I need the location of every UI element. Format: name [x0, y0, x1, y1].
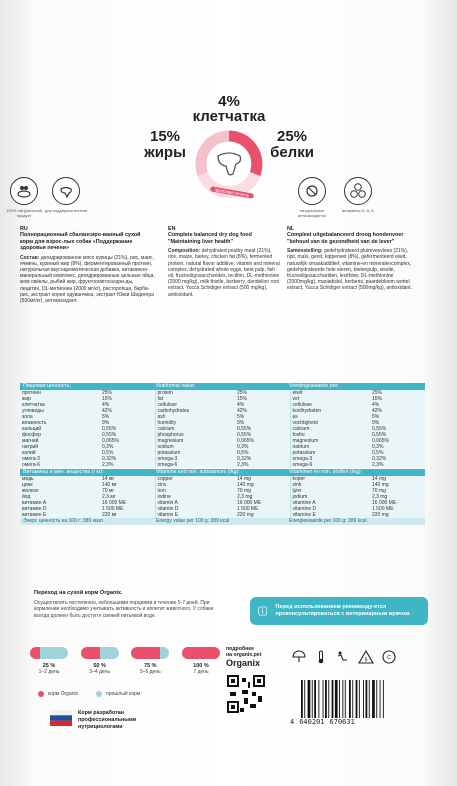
energy-ru: Энерг. ценность на 100 г: 389 ккал [23, 518, 103, 524]
pill-new-fill [182, 647, 220, 659]
barcode-bar [380, 680, 381, 718]
vitamins-cell: vitamine A [290, 500, 370, 506]
svg-text:C: C [387, 655, 391, 661]
vitamins-cell: zinc [155, 482, 235, 488]
vitamins-cell: 16 000 ME [372, 500, 397, 506]
step-days: 7 день [193, 669, 209, 675]
energy-nl: Energiewaarde per 100 g: 389 kcal [289, 518, 367, 524]
nutrition-cell: зола [22, 414, 33, 420]
barcode-bar [332, 680, 334, 718]
barcode-bar [323, 680, 324, 718]
en-composition: dehydrated poultry meat (21%), rice, maize, barley, chicken fat (8%), fermented protein, natural flavor additive, vitamin and mineral complex, dehydrated whole eggs, beet pulp, fish oil, fructooligosaccharides, lecithin, DL-methionine (2000 mg/kg), milk thistle, berberry, dandelion root extract, Yucca Schidiger extract (500 mg/kg), antioxidant. [168, 248, 280, 298]
nl-title: Compleet uitgebalanceerd droog hondenvoer "behoud van de gezondheid van de lever" [287, 232, 404, 245]
nutrition-cell: 0,32% [237, 456, 252, 462]
nutrition-cell: натрий [22, 444, 39, 450]
nl-comp-label: Samenstelling: [287, 248, 323, 255]
vitamins-cell: 14 mg [372, 476, 386, 482]
vitamins-cell: 2,3 mg [372, 494, 388, 500]
barcode-bar [308, 680, 311, 718]
vitamins-cell: vitamin A [155, 500, 235, 506]
nutrition-cell: cellulose [290, 402, 370, 408]
vitamins-cell: 140 mg [372, 482, 389, 488]
nutrition-cell: калий [22, 450, 36, 456]
nutrition-cell: жир [22, 396, 31, 402]
vitamins-header-en: Vitamins and min. substances (/kg): [156, 469, 240, 475]
barcode-bar [356, 680, 358, 718]
vitamins-cell: 14 mg [237, 476, 251, 482]
barcode-bar [325, 680, 327, 718]
nutrition-cell: humidity [155, 420, 235, 426]
vitamins-cell: ijzer [290, 488, 370, 494]
vitamins-cell: 2,3 mg [237, 494, 253, 500]
nutrition-cell: углеводы [22, 408, 44, 414]
nutrition-cell: as [290, 414, 370, 420]
energy-en: Energy value per 100 g: 389 kcal [156, 518, 230, 524]
legend-new-swatch [38, 691, 44, 697]
pill-old-fill [160, 647, 170, 659]
pill-new-fill [131, 647, 160, 659]
fat-value: 15% [149, 128, 181, 145]
vitamins-cell: 220 mg [372, 512, 389, 518]
nutrition-cell: 9% [372, 420, 380, 426]
barcode-bar [328, 680, 329, 718]
ru-title: Полнорационный сбалансиро-ванный сухой корм для взрос-лых собак «Поддержание здоровья печени» [20, 232, 141, 252]
nutrition-cell: 0,5% [237, 450, 249, 456]
vitamins-cell: 16 000 МЕ [102, 500, 127, 506]
barcode-bar [335, 680, 338, 718]
nutrition-cell: 0,55% [372, 426, 387, 432]
nutrition-cell: calcium [155, 426, 235, 432]
en-column [168, 226, 280, 298]
transition-legend [38, 691, 140, 697]
nutrition-cell: 15% [102, 396, 113, 402]
barcode-icon [297, 680, 397, 722]
nutrition-header-ru: Пищевая ценность: [23, 383, 72, 389]
vitamins-cell: copper [155, 476, 235, 482]
barcode-digits [290, 718, 400, 726]
nutrition-cell: 4% [372, 402, 380, 408]
nutrition-cell: omega-6 [155, 462, 235, 468]
barcode-bar [314, 680, 316, 718]
nutrition-cell: 42% [237, 408, 248, 414]
icon-caption: для поддержки печени [44, 208, 88, 213]
nutrition-cell: 0,32% [372, 456, 387, 462]
vitamins-cell: vitamin E [155, 512, 235, 518]
transition-steps [30, 647, 220, 675]
thermometer-icon [314, 650, 328, 664]
vitamins-cell: koper [290, 476, 370, 482]
dispose-bin-icon [336, 650, 350, 664]
barcode-bar [369, 680, 370, 718]
nutrition-header-en: Nutritional value: [156, 383, 196, 389]
fiber-label: клетчатка [192, 108, 266, 125]
transition-pill [182, 647, 220, 659]
nutrition-cell: 0,55% [372, 432, 387, 438]
vitamins-cell: zink [290, 482, 370, 488]
nutrition-cell: ash [155, 414, 235, 420]
barcode-first: 4 [290, 718, 295, 726]
vitamins-cell: 1 500 МЕ [102, 506, 124, 512]
nutrition-cell: 0,55% [102, 432, 117, 438]
barcode-bar [339, 680, 340, 718]
nutrition-cell: calcium [290, 426, 370, 432]
dog-bowl-icon [10, 177, 38, 205]
legend-new-label: корм Organix [48, 691, 79, 697]
more-line1: подробнее [226, 646, 254, 652]
nutrition-cell: 25% [237, 390, 248, 396]
qr-code-icon[interactable] [226, 674, 266, 714]
nutrition-cell: 0,3% [237, 444, 249, 450]
vitamins-cell: 140 мг [102, 482, 117, 488]
nutrition-cell: 0,065% [372, 438, 389, 444]
nutrition-cell: sodium [155, 444, 235, 450]
vitamins-cell: 220 mg [237, 512, 254, 518]
nutrition-cell: 2,3% [372, 462, 384, 468]
pill-new-fill [30, 647, 40, 659]
vitamins-cell: vitamin D [155, 506, 235, 512]
barcode-bar [312, 680, 313, 718]
ru-composition: дегидрированное мясо курицы (21%), рис, маис, ячмень, куриный жир (8%), ферментированный протеин, натуральная вкусоароматическая добавка, витаминно-минеральный комплекс, дегидрированные цельные яйца, жом свёклы, рыбий жир, фруктоолигосахари-ды, лецитин, DL-метионин (2000 мг/кг), расторопша, барба-рис, экстракт корня одуванчика, экстракт Юкки Шидигера (500мг/кг), антиоксидант. [20, 254, 155, 305]
nutrition-cell: 0,065% [102, 438, 119, 444]
nutrition-cell: 42% [372, 408, 383, 414]
transition-pill [81, 647, 119, 659]
nutrition-cell: кальций [22, 426, 42, 432]
step-percent: 50 % [93, 663, 106, 669]
energy-row [20, 518, 425, 525]
fat-label: жиры [144, 144, 186, 161]
vitamins-cell: 140 mg [237, 482, 254, 488]
icon-caption: витамины D, A, E [342, 208, 374, 213]
svg-text:5: 5 [364, 657, 368, 664]
barcode-group2: 670631 [329, 718, 355, 726]
nutrition-cell: 2,3% [102, 462, 114, 468]
nutrition-cell: 5% [372, 414, 380, 420]
nutrition-rows [20, 390, 425, 468]
transition-step [81, 647, 119, 675]
nutrition-cell: 4% [237, 402, 245, 408]
recycle-icon [358, 650, 374, 664]
info-icon [258, 603, 267, 619]
nutrition-cell: 0,5% [372, 450, 384, 456]
icon-caption: 100% натуральный продукт [6, 208, 42, 218]
liver-care-icon [52, 177, 80, 205]
vitamins-header [20, 469, 425, 476]
nutrition-cell: natrium [290, 444, 370, 450]
nutrition-cell: 15% [237, 396, 248, 402]
nutrition-cell: омега-6 [22, 462, 40, 468]
nl-composition: gedehydrateerd pluimveevlees (21%), rijst, maïs, gerst, kippenvet (8%), gefermenteerd eiwit, natuurlijk smaakadditief, vitamine-en mineralencomplex, gedehydrateerde hele eieren, bietenpulp, visolie, fructooligosacchariden, lecithine, DL-methionine (2000mg/kg), mariadistel, berberis, paardebloem wortel extract, Yucca Schidiger extract (500mg/kg), antioxidant. [287, 248, 412, 292]
vitamins-cell: vitamine E [290, 512, 370, 518]
nutrition-cell: omega-3 [155, 456, 235, 462]
nutrition-cell: eiwit [290, 390, 370, 396]
transition-step [182, 647, 220, 675]
barcode-bar [383, 680, 384, 718]
liver-caption: здоровая печень [210, 186, 254, 199]
vitamins-cell: vitamine D [290, 506, 370, 512]
vitamins-cell: 1 500 ME [372, 506, 394, 512]
vitamins-cell: 1 500 ME [237, 506, 259, 512]
nutrition-cell: potassium [290, 450, 370, 456]
transition-body: Осуществлять постепенно, небольшими порциями в течение 5-7 дней. При кормлении необходимо учитывать активность и аппетит животного. У собаки всегда должен быть доступ к свежей питьевой воде. [34, 600, 214, 619]
barcode-bar [366, 680, 368, 718]
vitamins-cell: 220 мг [102, 512, 117, 518]
nutrition-cell: 0,55% [237, 432, 252, 438]
nutrition-cell: vochtigheid [290, 420, 370, 426]
step-days: 1–2 день [38, 669, 60, 675]
vitamins-cell: медь [22, 476, 34, 482]
nutrition-cell: 5% [102, 414, 110, 420]
barcode-bar [304, 680, 305, 718]
ru-comp-label: Состав: [20, 254, 40, 261]
pill-old-fill [40, 647, 69, 659]
nutrition-cell: 4% [102, 402, 110, 408]
vitamins-cell: витамин Е [22, 512, 47, 518]
transition-section [34, 590, 219, 619]
nutrition-table [20, 383, 425, 525]
nutrition-cell: 9% [237, 420, 245, 426]
vitamins-cell: 70 мг [102, 488, 115, 494]
no-additives-icon [298, 177, 326, 205]
nutrition-cell: carbohydrates [155, 408, 235, 414]
nutrition-cell: 0,065% [237, 438, 254, 444]
barcode-bar [376, 680, 377, 718]
barcode-bar [359, 680, 360, 718]
vitamins-cell: 2,3 мг [102, 494, 116, 500]
transition-pill [30, 647, 68, 659]
vet-notice-text: Перед использованием рекоменду-ется проконсультироваться с ветеринарным врачом. [275, 604, 411, 617]
nutrition-header [20, 383, 425, 390]
nutrition-cell: 42% [102, 408, 113, 414]
transition-title: Переход на сухой корм Organix. [34, 590, 123, 596]
nutrition-cell: 0,3% [102, 444, 114, 450]
nutrition-cell: 5% [237, 414, 245, 420]
step-percent: 75 % [144, 663, 157, 669]
brand-name: Organix [226, 657, 261, 668]
nutrition-cell: 0,5% [102, 450, 114, 456]
russia-flag-icon [50, 710, 72, 726]
barcode-bar [363, 680, 364, 718]
handling-symbols [292, 650, 396, 664]
nutrition-cell: 25% [102, 390, 113, 396]
vitamins-rows [20, 476, 425, 518]
nutrition-cell: koolhydraten [290, 408, 370, 414]
vitamins-cell: iron [155, 488, 235, 494]
nutrition-cell: клетчатка [22, 402, 45, 408]
nutrition-cell: omega-3 [290, 456, 370, 462]
pill-old-fill [100, 647, 119, 659]
barcode-bar [352, 680, 353, 718]
nutrition-cell: влажность [22, 420, 47, 426]
legend-old-swatch [96, 691, 102, 697]
nutrition-cell: omega-6 [290, 462, 370, 468]
vitamins-cell: 70 mg [372, 488, 386, 494]
nutrition-cell: vet [290, 396, 370, 402]
lang-code: EN [168, 226, 176, 232]
vitamins-cell: 16 000 ME [237, 500, 262, 506]
vitamins-cell: 70 mg [237, 488, 251, 494]
more-info [226, 646, 261, 666]
ru-column [20, 226, 155, 304]
step-days: 5–6 день [139, 669, 161, 675]
step-percent: 100 % [193, 663, 209, 669]
more-line2: на organix.pet [226, 652, 262, 659]
vitamins-cell: витамин А [22, 500, 47, 506]
barcode-bar [301, 680, 303, 718]
nutrition-cell: 0,3% [372, 444, 384, 450]
vitamins-cell: jodium [290, 494, 370, 500]
nutrition-cell: 0,55% [102, 426, 117, 432]
nutrition-header-nl: Voedingswaarde per: [289, 383, 339, 389]
barcode-bar [349, 680, 351, 718]
nutrition-cell: magnesium [290, 438, 370, 444]
step-percent: 25 % [42, 663, 56, 669]
vitamins-cell: железо [22, 488, 39, 494]
step-days: 3–4 день [89, 669, 111, 675]
nutrition-cell: магний [22, 438, 39, 444]
nutrition-row [20, 462, 425, 468]
vitamins-cell: iodine [155, 494, 235, 500]
protein-label: белки [270, 144, 314, 161]
en-title: Complete balanced dry dog food "Maintaining liver health" [168, 232, 252, 245]
vitamins-icon [344, 177, 372, 205]
nutrition-cell: protein [155, 390, 235, 396]
nutrition-cell: 2,3% [237, 462, 249, 468]
vitamins-cell: витамин D [22, 506, 47, 512]
transition-step [30, 647, 68, 675]
nutrition-cell: омега-3 [22, 456, 40, 462]
pill-new-fill [81, 647, 100, 659]
flag-caption: Корм разработан профессиональными нутрициологами [78, 710, 137, 730]
fiber-value: 4% [218, 93, 240, 110]
nutrition-cell: magnesium [155, 438, 235, 444]
nutrition-cell: 0,55% [237, 426, 252, 432]
vitamins-header-ru: Витамины и мин. вещества (/ кг): [23, 469, 104, 475]
barcode-group1: 640201 [299, 718, 325, 726]
icon-caption: натуральные антиоксиданты [297, 208, 327, 218]
nutrition-cell: fosfor [290, 432, 370, 438]
nl-column [287, 226, 415, 292]
lang-code: NL [287, 226, 295, 232]
protein-value: 25% [276, 128, 308, 145]
nutrition-cell: phosphorus [155, 432, 235, 438]
vitamins-cell: цинк [22, 482, 33, 488]
transition-step [131, 647, 169, 675]
barcode-bar [318, 680, 319, 718]
barcode-bar [345, 680, 346, 718]
barcode-bar [372, 680, 375, 718]
vitamins-cell: 14 мг [102, 476, 115, 482]
lang-code: RU [20, 226, 28, 232]
legend-old-label: прошлый корм [106, 691, 141, 697]
nutrition-cell: 15% [372, 396, 383, 402]
vitamins-header-nl: Vitaminen en min. stoffen (/kg): [289, 469, 363, 475]
nutrition-cell: 25% [372, 390, 383, 396]
nutrition-cell: fat [155, 396, 235, 402]
nutrition-cell: фосфор [22, 432, 42, 438]
en-comp-label: Composition: [168, 248, 201, 255]
food-grade-icon [382, 650, 396, 664]
keep-dry-umbrella-icon [292, 650, 306, 664]
transition-pill [131, 647, 169, 659]
vitamins-cell: йод [22, 494, 31, 500]
nutrition-cell: cellulose [155, 402, 235, 408]
nutrition-cell: potassium [155, 450, 235, 456]
vet-notice [250, 597, 428, 625]
nutrition-cell: протеин [22, 390, 41, 396]
nutrition-cell: 0,32% [102, 456, 117, 462]
barcode-bar [342, 680, 343, 718]
nutrition-cell: 9% [102, 420, 110, 426]
